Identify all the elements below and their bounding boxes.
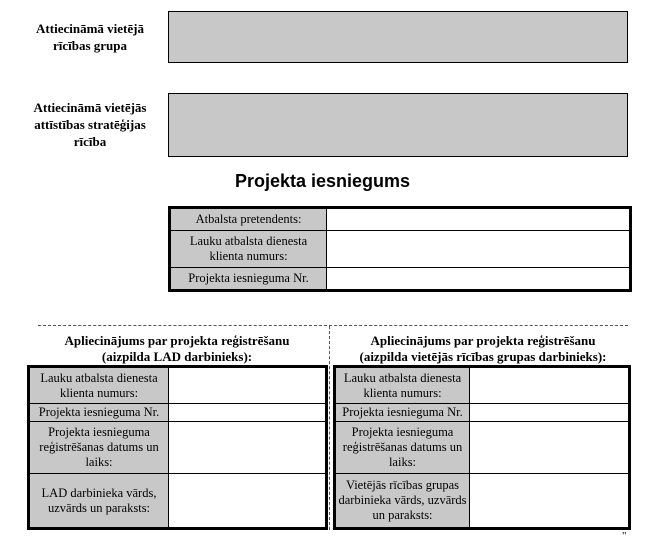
vrg-registration-date-label: Projekta iesnieguma reģistrēšanas datums un laiks: <box>336 422 470 474</box>
cut-line-horizontal <box>38 325 628 326</box>
client-number-field[interactable] <box>327 231 630 268</box>
table-row <box>30 422 326 474</box>
local-action-group-field[interactable] <box>168 11 628 63</box>
client-number-label: Lauku atbalsta dienesta klienta numurs: <box>171 231 327 268</box>
vrg-section-title <box>335 333 631 365</box>
applicant-table <box>170 208 630 290</box>
vrg-application-number-field[interactable] <box>470 404 629 422</box>
cut-line-vertical <box>329 326 330 530</box>
strategy-action-label: Attiecināmā vietējās attīstības stratēģijas rīcība <box>33 100 147 149</box>
lad-title-line1: Apliecinājums par projekta reģistrēšanu <box>64 333 290 348</box>
vrg-client-number-field[interactable] <box>470 368 629 404</box>
table-row <box>336 368 629 404</box>
vrg-table <box>335 367 629 528</box>
lad-registration-date-field[interactable] <box>169 422 326 474</box>
table-row <box>336 422 629 474</box>
table-row <box>171 209 630 231</box>
lad-title-line2: (aizpilda LAD darbinieks): <box>101 349 253 364</box>
vrg-employee-signature-field[interactable] <box>470 474 629 528</box>
vrg-application-number-label: Projekta iesnieguma Nr. <box>336 404 470 422</box>
table-row <box>336 474 629 528</box>
table-row <box>171 231 630 268</box>
lad-registration-date-label: Projekta iesnieguma reģistrēšanas datums un laiks: <box>30 422 169 474</box>
application-number-label: Projekta iesnieguma Nr. <box>171 268 327 290</box>
lad-employee-signature-field[interactable] <box>169 474 326 528</box>
table-row <box>30 474 326 528</box>
lad-section-title <box>28 333 326 365</box>
table-row <box>336 404 629 422</box>
application-number-field[interactable] <box>327 268 630 290</box>
strategy-action-field[interactable] <box>168 93 628 157</box>
applicant-field[interactable] <box>327 209 630 231</box>
vrg-title-line2: (aizpilda vietējās rīcības grupas darbinieks): <box>359 349 607 364</box>
table-row <box>30 368 326 404</box>
vrg-client-number-label: Lauku atbalsta dienesta klienta numurs: <box>336 368 470 404</box>
local-action-group-label: Attiecināmā vietējā rīcības grupa <box>36 21 144 53</box>
lad-application-number-label: Projekta iesnieguma Nr. <box>30 404 169 422</box>
vrg-title-line1: Apliecinājums par projekta reģistrēšanu <box>370 333 596 348</box>
applicant-label: Atbalsta pretendents: <box>171 209 327 231</box>
page-title: Projekta iesniegums <box>234 171 411 191</box>
lad-table <box>29 367 326 528</box>
vrg-employee-signature-label: Vietējās rīcības grupas darbinieka vārds, uzvārds un paraksts: <box>336 474 470 528</box>
lad-client-number-label: Lauku atbalsta dienesta klienta numurs: <box>30 368 169 404</box>
vrg-registration-date-field[interactable] <box>470 422 629 474</box>
lad-application-number-field[interactable] <box>169 404 326 422</box>
table-row <box>171 268 630 290</box>
lad-client-number-field[interactable] <box>169 368 326 404</box>
footer-mark: " <box>622 530 627 542</box>
lad-employee-signature-label: LAD darbinieka vārds, uzvārds un paraksts: <box>30 474 169 528</box>
table-row <box>30 404 326 422</box>
